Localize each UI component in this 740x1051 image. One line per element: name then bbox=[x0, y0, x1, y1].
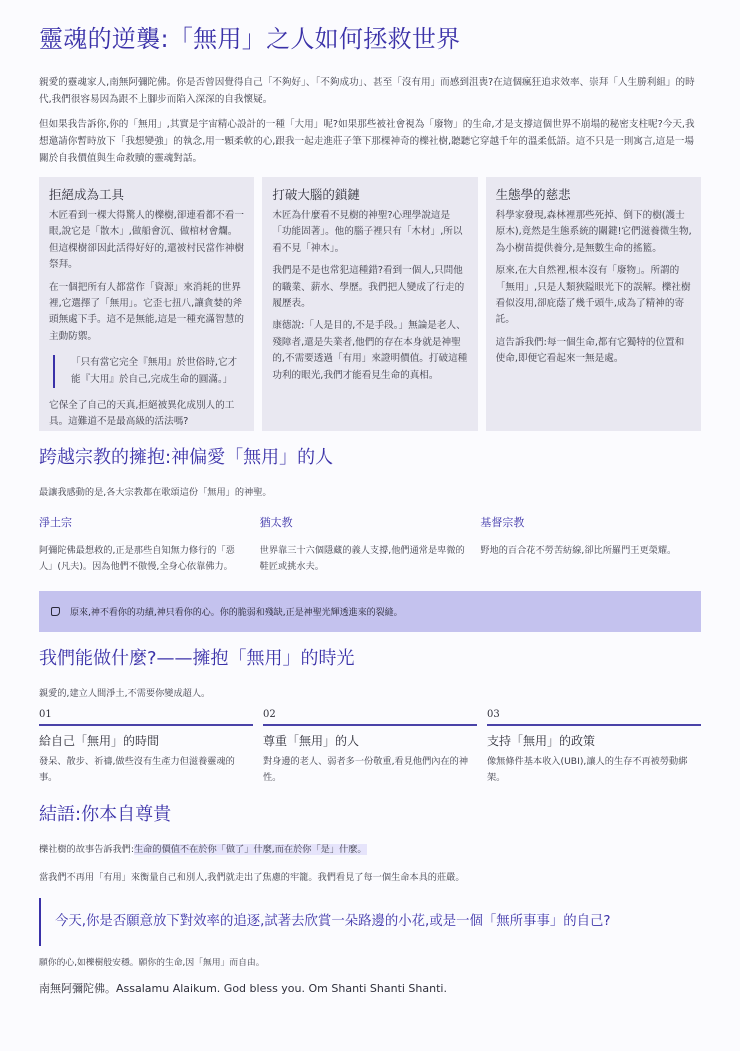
section-heading-conclusion: 結語:你本自尊貴 bbox=[39, 804, 172, 825]
step-number: 01 bbox=[39, 708, 253, 726]
conclusion-paragraph bbox=[39, 842, 701, 858]
intro-paragraph: 但如果我告訴你,你的「無用」,其實是宇宙精心設計的一種「大用」呢?如果那些被社會視為「廢物」的生命,才是支撐這個世界不崩塌的秘密支柱呢?今天,我想邀請你暫時放下「我想變強」的執念,用一顆柔軟的心,跟我一起走進莊子筆下那棵神奇的櫟社樹,聽聽它穿越千年的溫柔低語。這不只是一則寓言,這是一場關於自我價值與生命救贖的靈魂對話。 bbox=[39, 119, 695, 164]
card-title: 生態學的慈悲 bbox=[495, 187, 571, 202]
religion-name: 猶太教 bbox=[259, 516, 293, 529]
action-step bbox=[39, 708, 253, 786]
religion-item bbox=[39, 515, 260, 575]
action-step bbox=[487, 708, 701, 786]
step-title: 給自己「無用」的時間 bbox=[39, 734, 160, 748]
card-text: 它保全了自己的天真,拒絕被異化成別人的工具。這難道不是最高級的活法嗎? bbox=[49, 400, 235, 428]
card-break-chains bbox=[262, 177, 477, 431]
card-text: 康德說:「人是目的,不是手段。」無論是老人、殘障者,還是失業者,他們的存在本身就是神聖的,不需要透過「有用」來證明價值。打破這種功利的眼光,我們才能看見生命的真相。 bbox=[272, 320, 468, 381]
blessing-text: 願你的心,如櫟樹般安穩。願你的生命,因「無用」而自由。 bbox=[39, 958, 265, 968]
closing-quote: 今天,你是否願意放下對效率的追逐,試著去欣賞一朵路邊的小花,或是一個「無所事事」的自己? bbox=[39, 898, 701, 946]
religion-text: 阿彌陀佛最想救的,正是那些自知無力修行的「惡人」(凡夫)。因為他們不傲慢,全身心依靠佛力。 bbox=[39, 545, 235, 572]
step-title: 支持「無用」的政策 bbox=[487, 734, 596, 748]
religion-item bbox=[480, 515, 701, 575]
page-title: 靈魂的逆襲:「無用」之人如何拯救世界 bbox=[39, 25, 461, 53]
section-heading-action: 我們能做什麼?——擁抱「無用」的時光 bbox=[39, 648, 355, 669]
card-title: 拒絕成為工具 bbox=[49, 187, 125, 202]
action-step bbox=[263, 708, 477, 786]
step-number: 02 bbox=[263, 708, 477, 726]
concept-cards bbox=[39, 177, 701, 431]
action-lead: 親愛的,建立人間淨土,不需要你變成超人。 bbox=[39, 688, 211, 699]
step-number: 03 bbox=[487, 708, 701, 726]
closing-text: 南無阿彌陀佛。Assalamu Alaikum. God bless you. Om Shanti Shanti Shanti. bbox=[39, 982, 447, 995]
card-quote: 「只有當它完全『無用』於世俗時,它才能『大用』於自己,完成生命的圓滿。」 bbox=[53, 355, 245, 388]
religion-text: 世界靠三十六個隱藏的義人支撐,他們通常是卑微的鞋匠或挑水夫。 bbox=[259, 545, 465, 572]
callout-text: 原來,神不看你的功績,神只看你的心。你的脆弱和殘缺,正是神聖光輝透進來的裂縫。 bbox=[70, 608, 403, 618]
religion-list bbox=[39, 515, 701, 575]
intro-paragraph: 親愛的靈魂家人,南無阿彌陀佛。你是否曾因覺得自己「不夠好」、「不夠成功」、甚至「沒有用」而感到沮喪?在這個瘋狂追求效率、崇拜「人生勝利組」的時代,我們很容易因為跟不上腳步而陷入深深的自我懷疑。 bbox=[39, 77, 695, 105]
religion-text: 野地的百合花不勞苦紡線,卻比所羅門王更榮耀。 bbox=[480, 545, 677, 556]
card-title: 打破大腦的鎖鏈 bbox=[272, 187, 360, 202]
card-text: 我們是不是也常犯這種錯?看到一個人,只問他的職業、薪水、學歷。我們把人變成了行走的履歷表。 bbox=[272, 265, 465, 310]
religion-name: 基督宗教 bbox=[480, 516, 525, 529]
step-title: 尊重「無用」的人 bbox=[263, 734, 360, 748]
step-text: 對身邊的老人、弱者多一份敬重,看見他們內在的神性。 bbox=[263, 756, 469, 783]
action-steps bbox=[39, 708, 701, 786]
section-heading-religion: 跨越宗教的擁抱:神偏愛「無用」的人 bbox=[39, 447, 334, 468]
step-text: 發呆、散步、祈禱,做些沒有生產力但滋養靈魂的事。 bbox=[39, 756, 235, 783]
card-text: 在一個把所有人都當作「資源」來消耗的世界裡,它選擇了「無用」。它歪七扭八,讓貪婪的斧頭無處下手。這不是無能,這是一種充滿智慧的主動防禦。 bbox=[49, 281, 244, 342]
card-text: 原來,在大自然裡,根本沒有「廢物」。所謂的「無用」,只是人類狹隘眼光下的誤解。櫟社樹看似沒用,卻庇蔭了幾千頭牛,成為了精神的寄託。 bbox=[495, 265, 691, 326]
religion-item bbox=[260, 515, 481, 575]
card-text: 科學家發現,森林裡那些死掉、倒下的樹(護士原木),竟然是生態系統的關鍵!它們滋養微生物,為小樹苗提供養分,是無數生命的搖籃。 bbox=[495, 210, 692, 254]
step-text: 像無條件基本收入(UBI),讓人的生存不再被勞動綁架。 bbox=[487, 756, 688, 783]
card-text: 這告訴我們:每一個生命,都有它獨特的位置和使命,即便它看起來一無是處。 bbox=[495, 336, 685, 365]
highlighted-text: 生命的價值不在於你「做了」什麼,而在於你「是」什麼。 bbox=[133, 844, 367, 855]
religion-name: 淨土宗 bbox=[39, 516, 72, 529]
conclusion-prefix: 櫟社樹的故事告訴我們: bbox=[39, 844, 134, 855]
card-ecology bbox=[486, 177, 701, 431]
note-icon bbox=[51, 607, 60, 616]
conclusion-paragraph: 當我們不再用「有用」來衡量自己和別人,我們就走出了焦慮的牢籠。我們看見了每一個生命本具的莊嚴。 bbox=[39, 872, 465, 883]
card-reject-tool bbox=[39, 177, 254, 431]
religion-lead: 最讓我感動的是,各大宗教都在歌頌這份「無用」的神聖。 bbox=[39, 487, 272, 498]
card-text: 木匠為什麼看不見樹的神聖?心理學說這是「功能固著」。他的腦子裡只有「木材」,所以看不見「神木」。 bbox=[272, 210, 463, 254]
card-text: 木匠看到一棵大得驚人的櫟樹,卻連看都不看一眼,說它是「散木」,做船會沉、做棺材會爛。但這棵樹卻因此活得好好的,還被村民當作神樹祭拜。 bbox=[49, 210, 244, 271]
callout-box bbox=[39, 591, 701, 632]
